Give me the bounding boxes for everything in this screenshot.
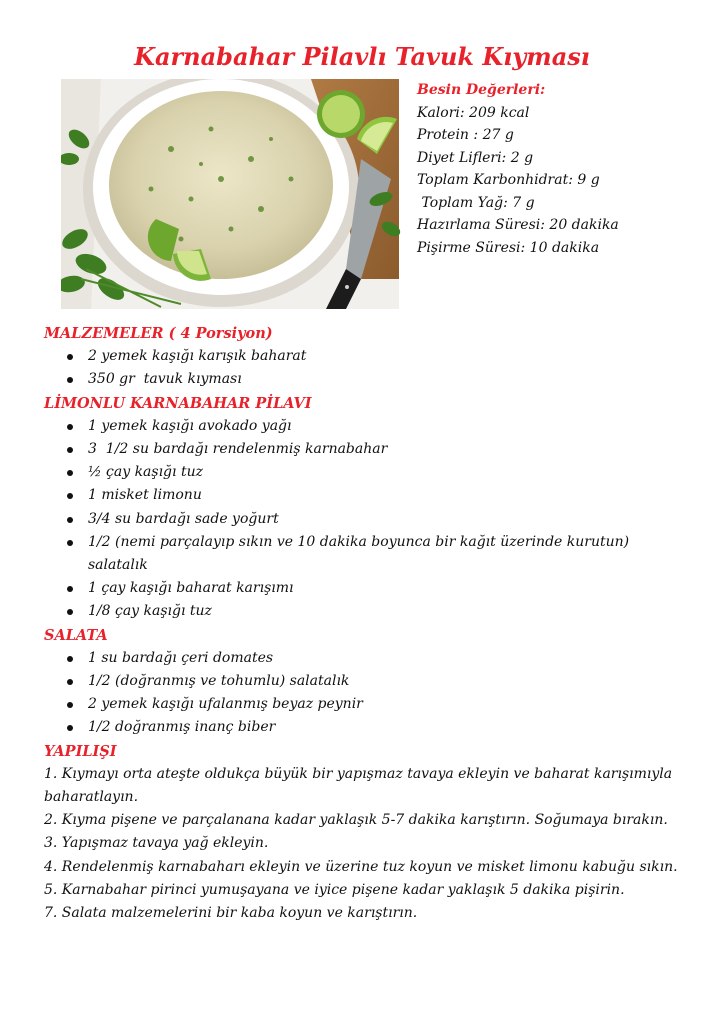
nutrition-fiber: Diyet Lifleri: 2 g xyxy=(417,149,534,166)
nutrition-calories: Kalori: 209 kcal xyxy=(417,104,530,121)
list-item: 1/2 doğranmış inanç biber xyxy=(44,716,684,739)
list-item: 2 yemek kaşığı ufalanmış beyaz peynir xyxy=(44,693,684,716)
ingredients-list xyxy=(44,345,684,391)
method-step: 1. Kıymayı orta ateşte oldukça büyük bir yapışmaz tavaya ekleyin ve baharat karışımıyla baharatlayın. xyxy=(44,765,677,806)
method-step: 5. Karnabahar pirinci yumuşayana ve iyice pişene kadar yaklaşık 5 dakika pişirin. xyxy=(44,881,625,898)
list-item: 1 su bardağı çeri domates xyxy=(44,647,684,670)
cauliflower-rice xyxy=(109,91,333,279)
list-item: 1 yemek kaşığı avokado yağı xyxy=(44,415,684,438)
list-item: 350 gr tavuk kıyması xyxy=(44,368,684,391)
nutrition-cook-time: Pişirme Süresi: 10 dakika xyxy=(417,239,600,256)
list-item: 1 çay kaşığı baharat karışımı xyxy=(44,577,684,600)
nutrition-facts xyxy=(417,79,717,259)
nutrition-carbs: Toplam Karbonhidrat: 9 g xyxy=(417,172,600,188)
method-step: 4. Rendelenmiş karnabaharı ekleyin ve üzerine tuz koyun ve misket limonu kabuğu sıkın. xyxy=(44,858,678,875)
list-item: 3/4 su bardağı sade yoğurt xyxy=(44,508,684,531)
method-heading: YAPILIŞI xyxy=(44,742,117,760)
list-item: 1 misket limonu xyxy=(44,484,684,507)
nutrition-heading: Besin Değerleri: xyxy=(417,82,546,98)
nutrition-fat: Toplam Yağ: 7 g xyxy=(417,194,535,211)
method-steps xyxy=(44,763,684,925)
list-item: 2 yemek kaşığı karışık baharat xyxy=(44,345,684,368)
list-item: ½ çay kaşığı tuz xyxy=(44,461,684,484)
list-item: 1/2 (doğranmış ve tohumlu) salatalık xyxy=(44,670,684,693)
salad-list xyxy=(44,647,684,740)
page-title: Karnabahar Pilavlı Tavuk Kıyması xyxy=(134,42,590,71)
recipe-body xyxy=(44,322,684,925)
list-item: 3 1/2 su bardağı rendelenmiş karnabahar xyxy=(44,438,684,461)
method-step: 3. Yapışmaz tavaya yağ ekleyin. xyxy=(44,835,269,852)
list-item: 1/8 çay kaşığı tuz xyxy=(44,600,684,623)
rice-list xyxy=(44,415,684,624)
method-step: 7. Salata malzemelerini bir kaba koyun ve karıştırın. xyxy=(44,905,418,922)
nutrition-protein: Protein : 27 g xyxy=(417,127,514,143)
food-photo xyxy=(61,79,407,309)
list-item: 1/2 (nemi parçalayıp sıkın ve 10 dakika boyunca bir kağıt üzerinde kurutun) salatalık xyxy=(44,531,684,577)
salad-heading: SALATA xyxy=(44,626,108,644)
ingredients-heading: MALZEMELER ( 4 Porsiyon) xyxy=(44,325,273,342)
method-step: 2. Kıyma pişene ve parçalanana kadar yaklaşık 5-7 dakika karıştırın. Soğumaya bırakın. xyxy=(44,812,668,829)
rice-heading: LİMONLU KARNABAHAR PİLAVI xyxy=(44,394,312,412)
nutrition-prep-time: Hazırlama Süresi: 20 dakika xyxy=(417,217,619,233)
